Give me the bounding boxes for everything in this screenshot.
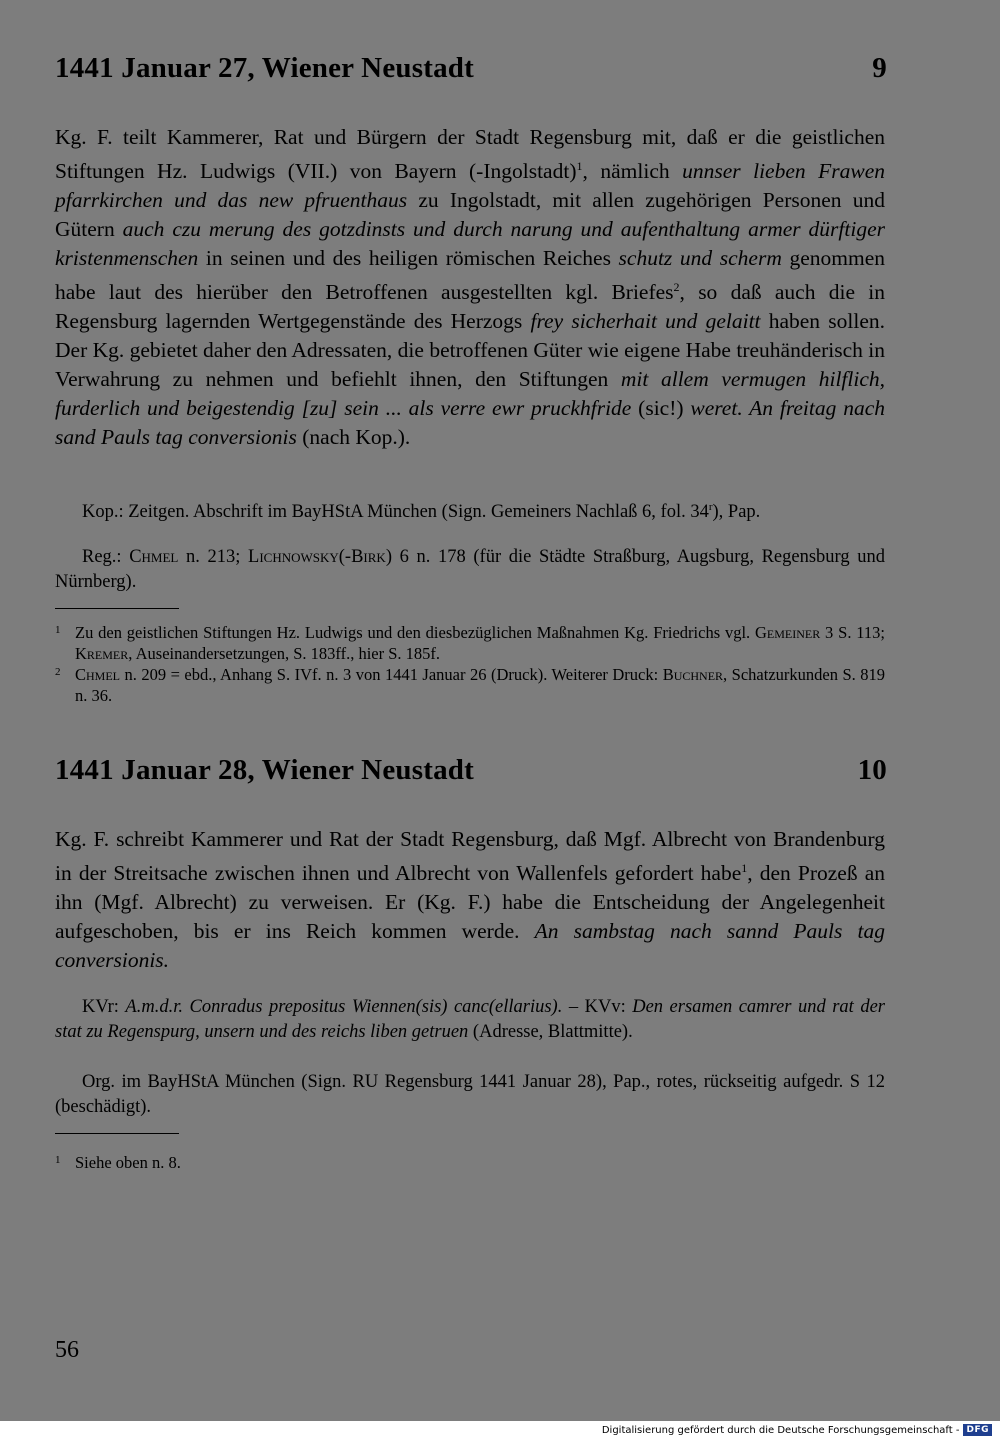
entry-regest: Kg. F. schreibt Kammerer und Rat der Stadt Regensburg, daß Mgf. Albrecht von Brandenburg in der Streitsache zwischen ihnen und Albrecht von Wallenfels gefordert habe$^1$, den Prozeß an ihn (Mgf. Albrecht) zu verweisen. Er (Kg. F.) habe die Entscheidung der Angelegenheit aufgeschoben, bis er ins Reich kommen werde. An sambstag nach sannd Pauls tag conversionis. (55, 827, 885, 973)
source-regesta: Reg.: Chmel n. 213; Lichnowsky(-Birk) 6 n. 178 (für die Städte Straßburg, Augsburg, Regensburg und Nürnberg). (55, 547, 885, 592)
entry-date-place: 1441 Januar 27, Wiener Neustadt (55, 52, 474, 84)
footnote-mark: 1 (55, 1154, 61, 1166)
entry-number: 10 (857, 754, 887, 786)
footnote-mark: 2 (55, 666, 61, 678)
entry-heading (55, 754, 887, 787)
source-copy: Kop.: Zeitgen. Abschrift im BayHStA München (Sign. Gemeiners Nachlaß 6, fol. 34$^r$), Pap. (82, 501, 761, 523)
footnote (55, 664, 885, 706)
entry-heading (55, 52, 887, 85)
footnote (55, 1152, 885, 1173)
page-number: 56 (55, 1337, 79, 1363)
footnote-text: Siehe oben n. 8. (75, 1153, 181, 1172)
entry-regest: Kg. F. teilt Kammerer, Rat und Bürgern der Stadt Regensburg mit, daß er die geistlichen Stiftungen Hz. Ludwigs (VII.) von Bayern (-Ingolstadt)$^1$, nämlich unnser lieben Frawen pfarrkirchen und das new pfruenthaus zu Ingolstadt, mit allen zugehörigen Personen und Gütern auch czu merung des gotzdinsts und durch narung und aufenthaltung armer dürftiger kristenmenschen in seinen und des heiligen römischen Reiches schutz und scherm genommen habe laut des hierüber den Betroffenen ausgestellten kgl. Briefes$^2$, so daß auch die in Regensburg lagernden Wertgegenstände des Herzogs frey sicherhait und gelaitt haben sollen. Der Kg. gebietet daher den Adressaten, die betroffenen Güter wie eigene Habe treuhänderisch in Verwahrung zu nehmen und befiehlt ihnen, den Stiftungen mit allem vermugen hilflich, furderlich und beigestendig [zu] sein ... als verre ewr pruckhfride (sic!) weret. An freitag nach sand Pauls tag conversionis (nach Kop.). (55, 125, 886, 450)
dfg-credit-text: Digitalisierung gefördert durch die Deutsche Forschungsgemeinschaft - (601, 1424, 960, 1436)
footnote-text: Chmel n. 209 = ebd., Anhang S. IVf. n. 3 von 1441 Januar 26 (Druck). Weiterer Druck: Buchner, Schatzurkunden S. 819 n. 36. (75, 665, 885, 705)
source-endorsement: KVr: A.m.d.r. Conradus prepositus Wiennen(sis) canc(ellarius). – KVv: Den ersamen camrer und rat der stat zu Regenspurg, unsern und des reichs liben getruen (Adresse, Blattmitte). (55, 997, 885, 1042)
source-original: Org. im BayHStA München (Sign. RU Regensburg 1441 Januar 28), Pap., rotes, rückseitig aufgedr. S 12 (beschädigt). (55, 1072, 885, 1117)
dfg-credit (602, 1424, 992, 1436)
footnotes (55, 1152, 885, 1173)
entry-date-place: 1441 Januar 28, Wiener Neustadt (55, 754, 474, 786)
dfg-logo: DFG (963, 1424, 992, 1436)
entry-number: 9 (872, 52, 887, 84)
footnote-rule (55, 608, 179, 609)
footnotes (55, 622, 885, 706)
footnote-mark: 1 (55, 624, 61, 636)
footnote-rule (55, 1133, 179, 1134)
footnote (55, 622, 885, 664)
footnote-text: Zu den geistlichen Stiftungen Hz. Ludwigs und den diesbezüglichen Maßnahmen Kg. Friedrichs vgl. Gemeiner 3 S. 113; Kremer, Auseinandersetzungen, S. 183ff., hier S. 185f. (75, 623, 885, 663)
